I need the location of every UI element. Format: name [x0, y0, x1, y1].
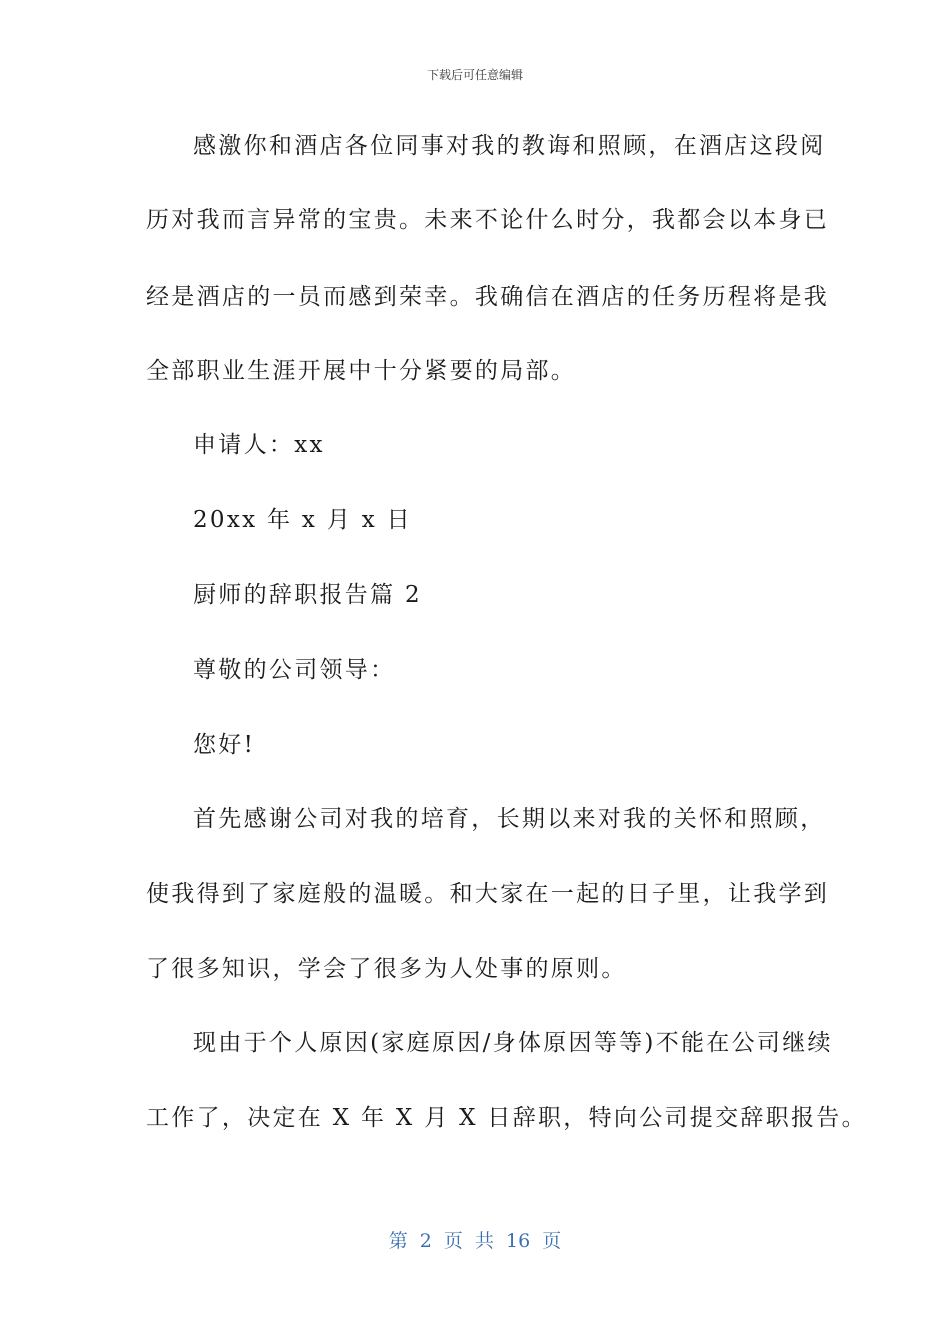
paragraph-line: 使我得到了家庭般的温暖。和大家在一起的日子里，让我学到	[146, 881, 830, 907]
paragraph-line: 历对我而言异常的宝贵。未来不论什么时分，我都会以本身已	[146, 207, 830, 233]
paragraph-line: 感激你和酒店各位同事对我的教诲和照顾，在酒店这段阅	[193, 133, 826, 159]
section-title: 厨师的辞职报告篇 2	[193, 582, 422, 608]
paragraph-line: 经是酒店的一员而感到荣幸。我确信在酒店的任务历程将是我	[146, 284, 830, 310]
paragraph-line: 全部职业生涯开展中十分紧要的局部。	[146, 358, 577, 384]
paragraph-line: 首先感谢公司对我的培育，长期以来对我的关怀和照顾，	[193, 806, 826, 832]
page-number-footer: 第 2 页 共 16 页	[388, 1230, 562, 1252]
paragraph-line: 工作了，决定在 X 年 X 月 X 日辞职，特向公司提交辞职报告。	[146, 1105, 867, 1131]
page-header-note: 下载后可任意编辑	[426, 68, 523, 82]
salutation-line: 尊敬的公司领导：	[193, 657, 396, 683]
date-line: 20xx 年 x 月 x 日	[193, 507, 412, 533]
applicant-line: 申请人：xx	[193, 432, 325, 458]
paragraph-line: 现由于个人原因(家庭原因/身体原因等等)不能在公司继续	[193, 1030, 833, 1056]
greeting-line: 您好!	[193, 732, 256, 758]
paragraph-line: 了很多知识，学会了很多为人处事的原则。	[146, 956, 627, 982]
